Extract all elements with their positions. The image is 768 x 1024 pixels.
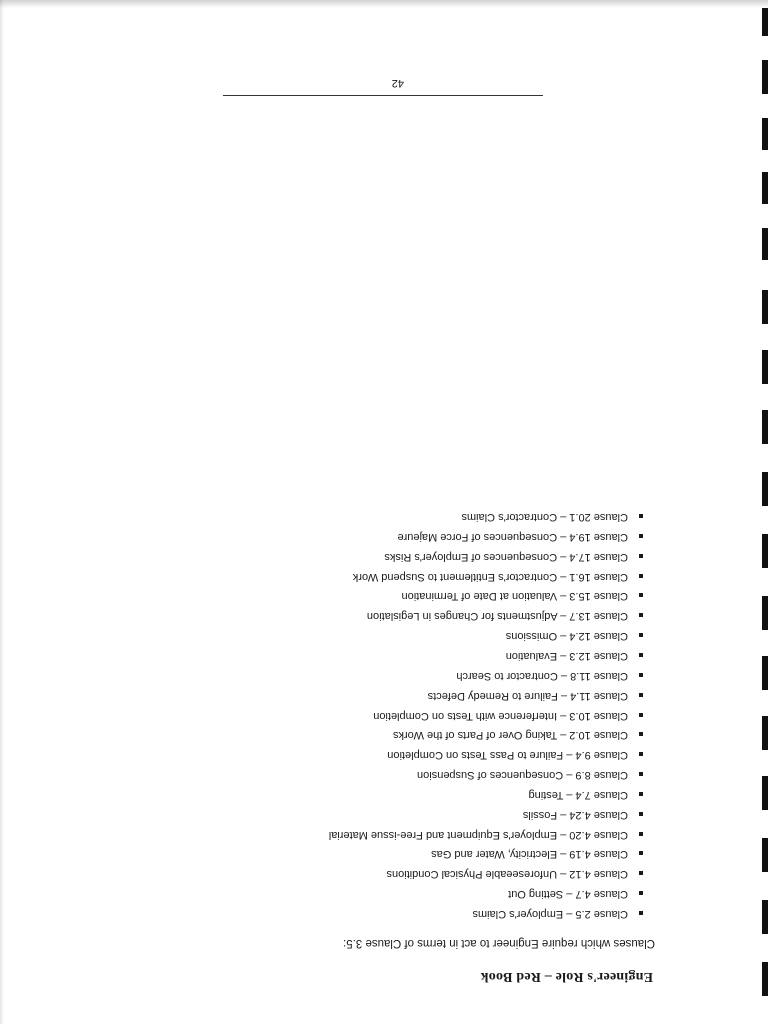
clause-label: Clause 4.20 – Employer's Equipment and Free-issue Material <box>328 828 628 841</box>
clause-label: Clause 8.9 – Consequences of Suspension <box>417 769 628 782</box>
bullet-icon <box>639 832 643 836</box>
bullet-icon <box>639 772 643 776</box>
bullet-icon <box>639 911 643 915</box>
bullet-icon <box>639 732 643 736</box>
list-item <box>329 725 628 745</box>
bullet-icon <box>639 534 643 538</box>
clause-label: Clause 16.1 – Contractor's Entitlement to Suspend Work <box>352 570 628 583</box>
page-number: 42 <box>391 77 404 89</box>
list-item <box>329 705 628 725</box>
clause-label: Clause 9.4 – Failure to Pass Tests on Completion <box>387 749 628 762</box>
list-item <box>329 586 628 606</box>
list-item <box>329 526 628 546</box>
clause-label: Clause 20.1 – Contractor's Claims <box>461 511 628 524</box>
bullet-icon <box>639 752 643 756</box>
list-item <box>329 784 628 804</box>
list-item <box>329 546 628 566</box>
clause-label: Clause 4.24 – Fossils <box>522 808 628 821</box>
bullet-icon <box>639 594 643 598</box>
list-item <box>329 625 628 645</box>
clause-label: Clause 4.7 – Setting Out <box>508 888 628 901</box>
clause-label: Clause 17.4 – Consequences of Employer's Risks <box>384 550 628 563</box>
bullet-icon <box>639 514 643 518</box>
clause-label: Clause 11.4 – Failure to Remedy Defects <box>427 689 628 702</box>
list-item <box>329 685 628 705</box>
clause-label: Clause 4.19 – Electricity, Water and Gas <box>431 848 628 861</box>
bullet-icon <box>639 851 643 855</box>
clause-label: Clause 12.3 – Evaluation <box>505 650 628 663</box>
list-item <box>329 506 628 526</box>
page-title: Engineer's Role – Red Book <box>480 969 653 984</box>
clause-list <box>329 506 628 923</box>
list-item <box>329 665 628 685</box>
bullet-icon <box>639 812 643 816</box>
bullet-icon <box>639 693 643 697</box>
clause-label: Clause 15.3 – Valuation at Date of Termination <box>401 590 628 603</box>
list-item <box>329 824 628 844</box>
list-item <box>329 566 628 586</box>
list-item <box>329 883 628 903</box>
list-item <box>329 844 628 864</box>
bullet-icon <box>639 613 643 617</box>
bullet-icon <box>639 554 643 558</box>
clause-label: Clause 7.4 – Testing <box>528 788 628 801</box>
clause-label: Clause 10.2 – Taking Over of Parts of the Works <box>393 729 628 742</box>
clause-label: Clause 12.4 – Omissions <box>505 630 628 643</box>
intro-text: Clauses which require Engineer to act in terms of Clause 3.5: <box>343 937 655 949</box>
list-item <box>329 903 628 923</box>
list-item <box>329 863 628 883</box>
bullet-icon <box>639 713 643 717</box>
bullet-icon <box>639 574 643 578</box>
bullet-icon <box>639 792 643 796</box>
clause-label: Clause 13.7 – Adjustments for Changes in Legislation <box>366 610 628 623</box>
clause-label: Clause 19.4 – Consequences of Force Majeure <box>397 530 628 543</box>
clause-label: Clause 4.12 – Unforeseeable Physical Conditions <box>386 868 628 881</box>
list-item <box>329 744 628 764</box>
list-item <box>329 764 628 784</box>
bullet-icon <box>639 653 643 657</box>
bullet-icon <box>639 673 643 677</box>
list-item <box>329 645 628 665</box>
bullet-icon <box>639 633 643 637</box>
bullet-icon <box>639 891 643 895</box>
clause-label: Clause 10.3 – Interference with Tests on Completion <box>373 709 628 722</box>
clause-label: Clause 11.8 – Contractor to Search <box>456 669 628 682</box>
list-item <box>329 804 628 824</box>
bullet-icon <box>639 871 643 875</box>
list-item <box>329 606 628 626</box>
clause-label: Clause 2.5 – Employer's Claims <box>472 908 628 920</box>
footer-divider <box>223 95 543 96</box>
